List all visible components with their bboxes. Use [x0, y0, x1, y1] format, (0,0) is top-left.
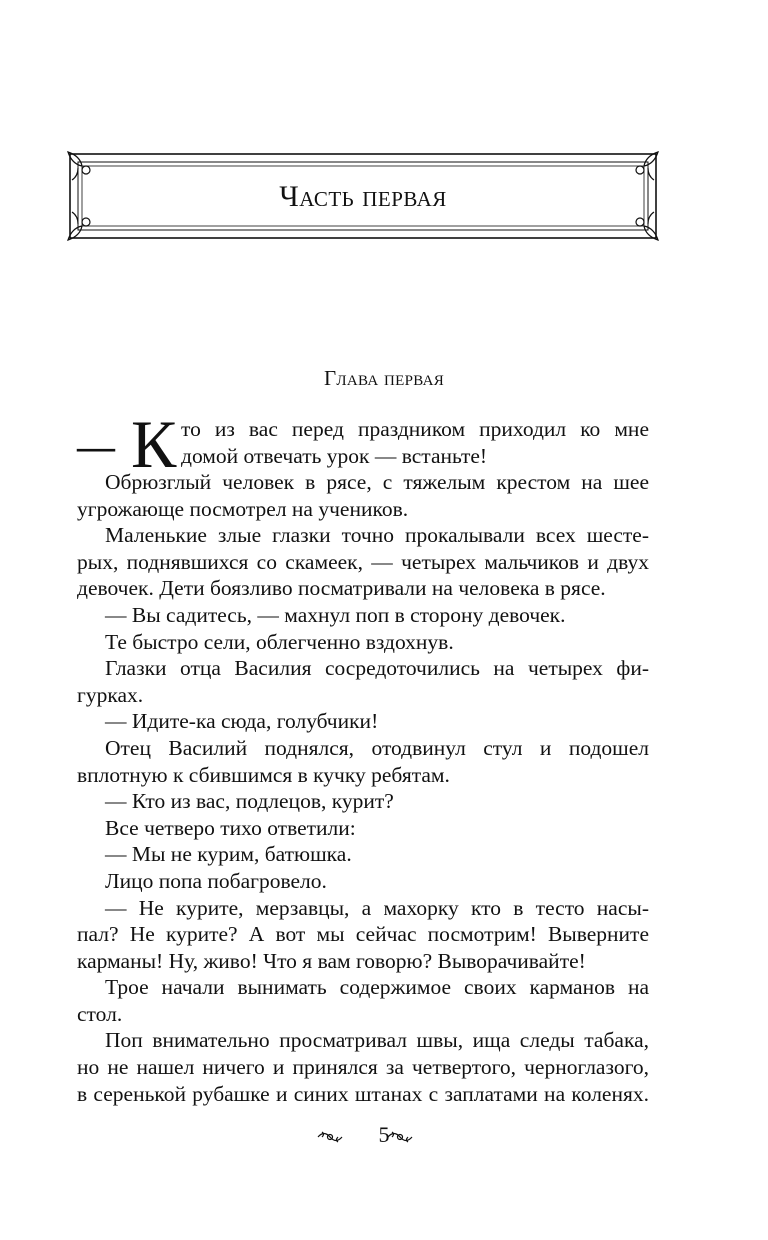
text-line: Те быстро сели, облегченно вздохнув.	[105, 629, 454, 654]
text-line: стол.	[77, 1001, 123, 1026]
part-title-frame	[66, 150, 660, 242]
text-line: угрожающе посмотрел на учеников.	[77, 496, 409, 521]
text-line: — Кто из вас, подлецов, курит?	[105, 789, 394, 814]
text-line: — Вы садитесь, — махнул поп в сторону девочек.	[105, 602, 566, 627]
text-line: Глазки отца Василия сосредоточились на четырех фи-	[105, 656, 649, 681]
text-line: Поп внимательно просматривал швы, ища следы табака,	[105, 1028, 649, 1053]
text-line: вплотную к сбившимся в кучку ребятам.	[77, 762, 450, 787]
text-line: пал? Не курите? А вот мы сейчас посмотрим! Выверните	[77, 922, 649, 947]
text-line: домой отвечать урок — встаньте!	[181, 443, 488, 468]
text-line: Маленькие злые глазки точно прокалывали всех шесте-	[105, 523, 649, 548]
text-line: Отец Василий поднялся, отодвинул стул и подошел	[105, 735, 649, 760]
right-ornament-icon	[384, 1128, 414, 1146]
text-line: Обрюзглый человек в рясе, с тяжелым крестом на шее	[105, 470, 649, 494]
part-title: Часть первая	[279, 180, 447, 213]
chapter-body	[77, 406, 649, 1107]
text-line: девочек. Дети боязливо посматривали на человека в рясе.	[77, 576, 606, 601]
text-line: Лицо попа побагровело.	[105, 868, 327, 893]
text-line: но не нашел ничего и принялся за четвертого, черноглазого,	[77, 1055, 649, 1080]
text-line: — Мы не курим, батюшка.	[105, 842, 352, 867]
dialogue-dash: —	[77, 426, 115, 468]
text-line: Все четверо тихо ответили:	[105, 815, 356, 840]
text-line: — Не курите, мерзавцы, а махорку кто в тесто насы-	[105, 895, 649, 920]
text-line: Трое начали вынимать содержимое своих карманов на	[105, 975, 649, 1000]
text-line: гурках.	[77, 682, 144, 707]
text-line: рых, поднявшихся со скамеек, — четырех мальчиков и двух	[77, 549, 649, 574]
text-line: в серенькой рубашке и синих штанах с заплатами на коленях.	[77, 1081, 649, 1106]
text-line: то из вас перед праздником приходил ко мне	[181, 417, 649, 441]
text-line: — Идите-ка сюда, голубчики!	[105, 709, 379, 734]
page-number: 5	[378, 1122, 390, 1147]
text-line: карманы! Ну, живо! Что я вам говорю? Выворачивайте!	[77, 948, 586, 973]
chapter-title: Глава первая	[323, 366, 445, 390]
drop-cap-letter: К	[131, 406, 177, 482]
